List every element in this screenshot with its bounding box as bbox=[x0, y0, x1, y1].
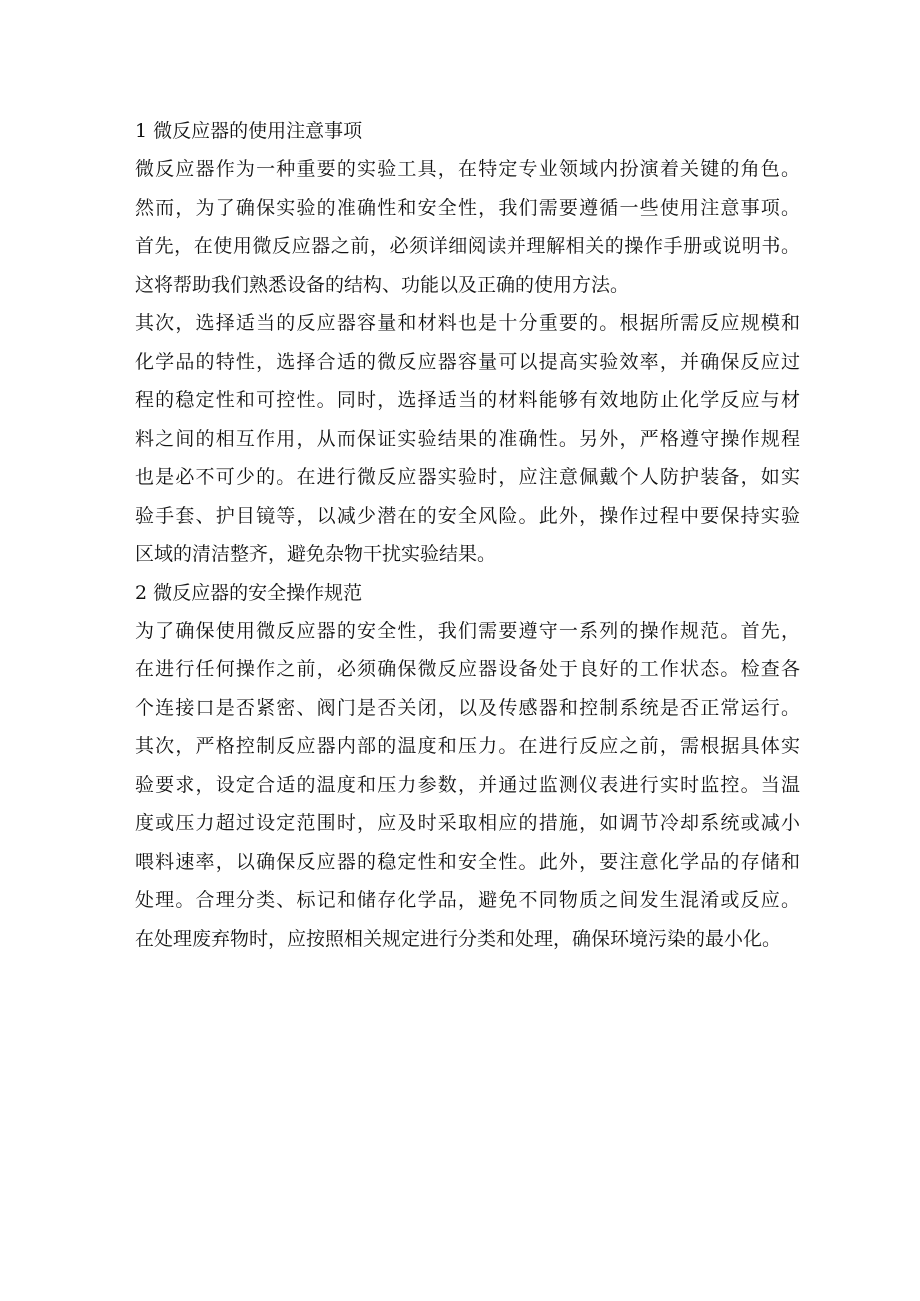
text-line: 程的稳定性和可控性。同时，选择适当的材料能够有效地防止化学反应与材 bbox=[135, 389, 800, 411]
section-1-paragraph-1 bbox=[135, 150, 800, 304]
text-line: 喂料速率，以确保反应器的稳定性和安全性。此外，要注意化学品的存储和 bbox=[135, 850, 800, 873]
text-line: 也是必不可少的。在进行微反应器实验时，应注意佩戴个人防护装备，如实 bbox=[135, 466, 800, 488]
text-line: 这将帮助我们熟悉设备的结构、功能以及正确的使用方法。 bbox=[135, 273, 630, 296]
text-line: 在进行任何操作之前，必须确保微反应器设备处于良好的工作状态。检查各 bbox=[135, 658, 800, 680]
text-line: 其次，选择适当的反应器容量和材料也是十分重要的。根据所需反应规模和 bbox=[135, 312, 800, 334]
text-line: 区域的清洁整齐，避免杂物干扰实验结果。 bbox=[135, 543, 497, 565]
text-line: 为了确保使用微反应器的安全性，我们需要遵守一系列的操作规范。首先， bbox=[135, 619, 800, 642]
document-page bbox=[135, 112, 800, 958]
text-line: 化学品的特性，选择合适的微反应器容量可以提高实验效率，并确保反应过 bbox=[135, 350, 800, 373]
section-1-heading: 1 微反应器的使用注意事项 bbox=[135, 120, 363, 142]
text-line: 料之间的相互作用，从而保证实验结果的准确性。另外，严格遵守操作规程 bbox=[135, 427, 800, 450]
text-line: 在处理废弃物时，应按照相关规定进行分类和处理，确保环境污染的最小化。 bbox=[135, 927, 782, 950]
section-2-paragraph-1 bbox=[135, 612, 800, 959]
text-line: 度或压力超过设定范围时，应及时采取相应的措施，如调节冷却系统或减小 bbox=[135, 812, 800, 834]
text-line: 其次，严格控制反应器内部的温度和压力。在进行反应之前，需根据具体实 bbox=[135, 735, 800, 757]
text-line: 验手套、护目镜等，以减少潜在的安全风险。此外，操作过程中要保持实验 bbox=[135, 504, 800, 527]
text-line: 验要求，设定合适的温度和压力参数，并通过监测仪表进行实时监控。当温 bbox=[135, 773, 800, 796]
section-1-paragraph-2 bbox=[135, 304, 800, 574]
text-line: 首先，在使用微反应器之前，必须详细阅读并理解相关的操作手册或说明书。 bbox=[135, 235, 800, 257]
text-line: 然而，为了确保实验的准确性和安全性，我们需要遵循一些使用注意事项。 bbox=[135, 196, 800, 219]
text-line: 微反应器作为一种重要的实验工具，在特定专业领域内扮演着关键的角色。 bbox=[135, 158, 800, 180]
section-2-heading: 2 微反应器的安全操作规范 bbox=[135, 581, 363, 604]
text-line: 个连接口是否紧密、阀门是否关闭，以及传感器和控制系统是否正常运行。 bbox=[135, 696, 800, 719]
text-line: 处理。合理分类、标记和储存化学品，避免不同物质之间发生混淆或反应。 bbox=[135, 889, 800, 911]
